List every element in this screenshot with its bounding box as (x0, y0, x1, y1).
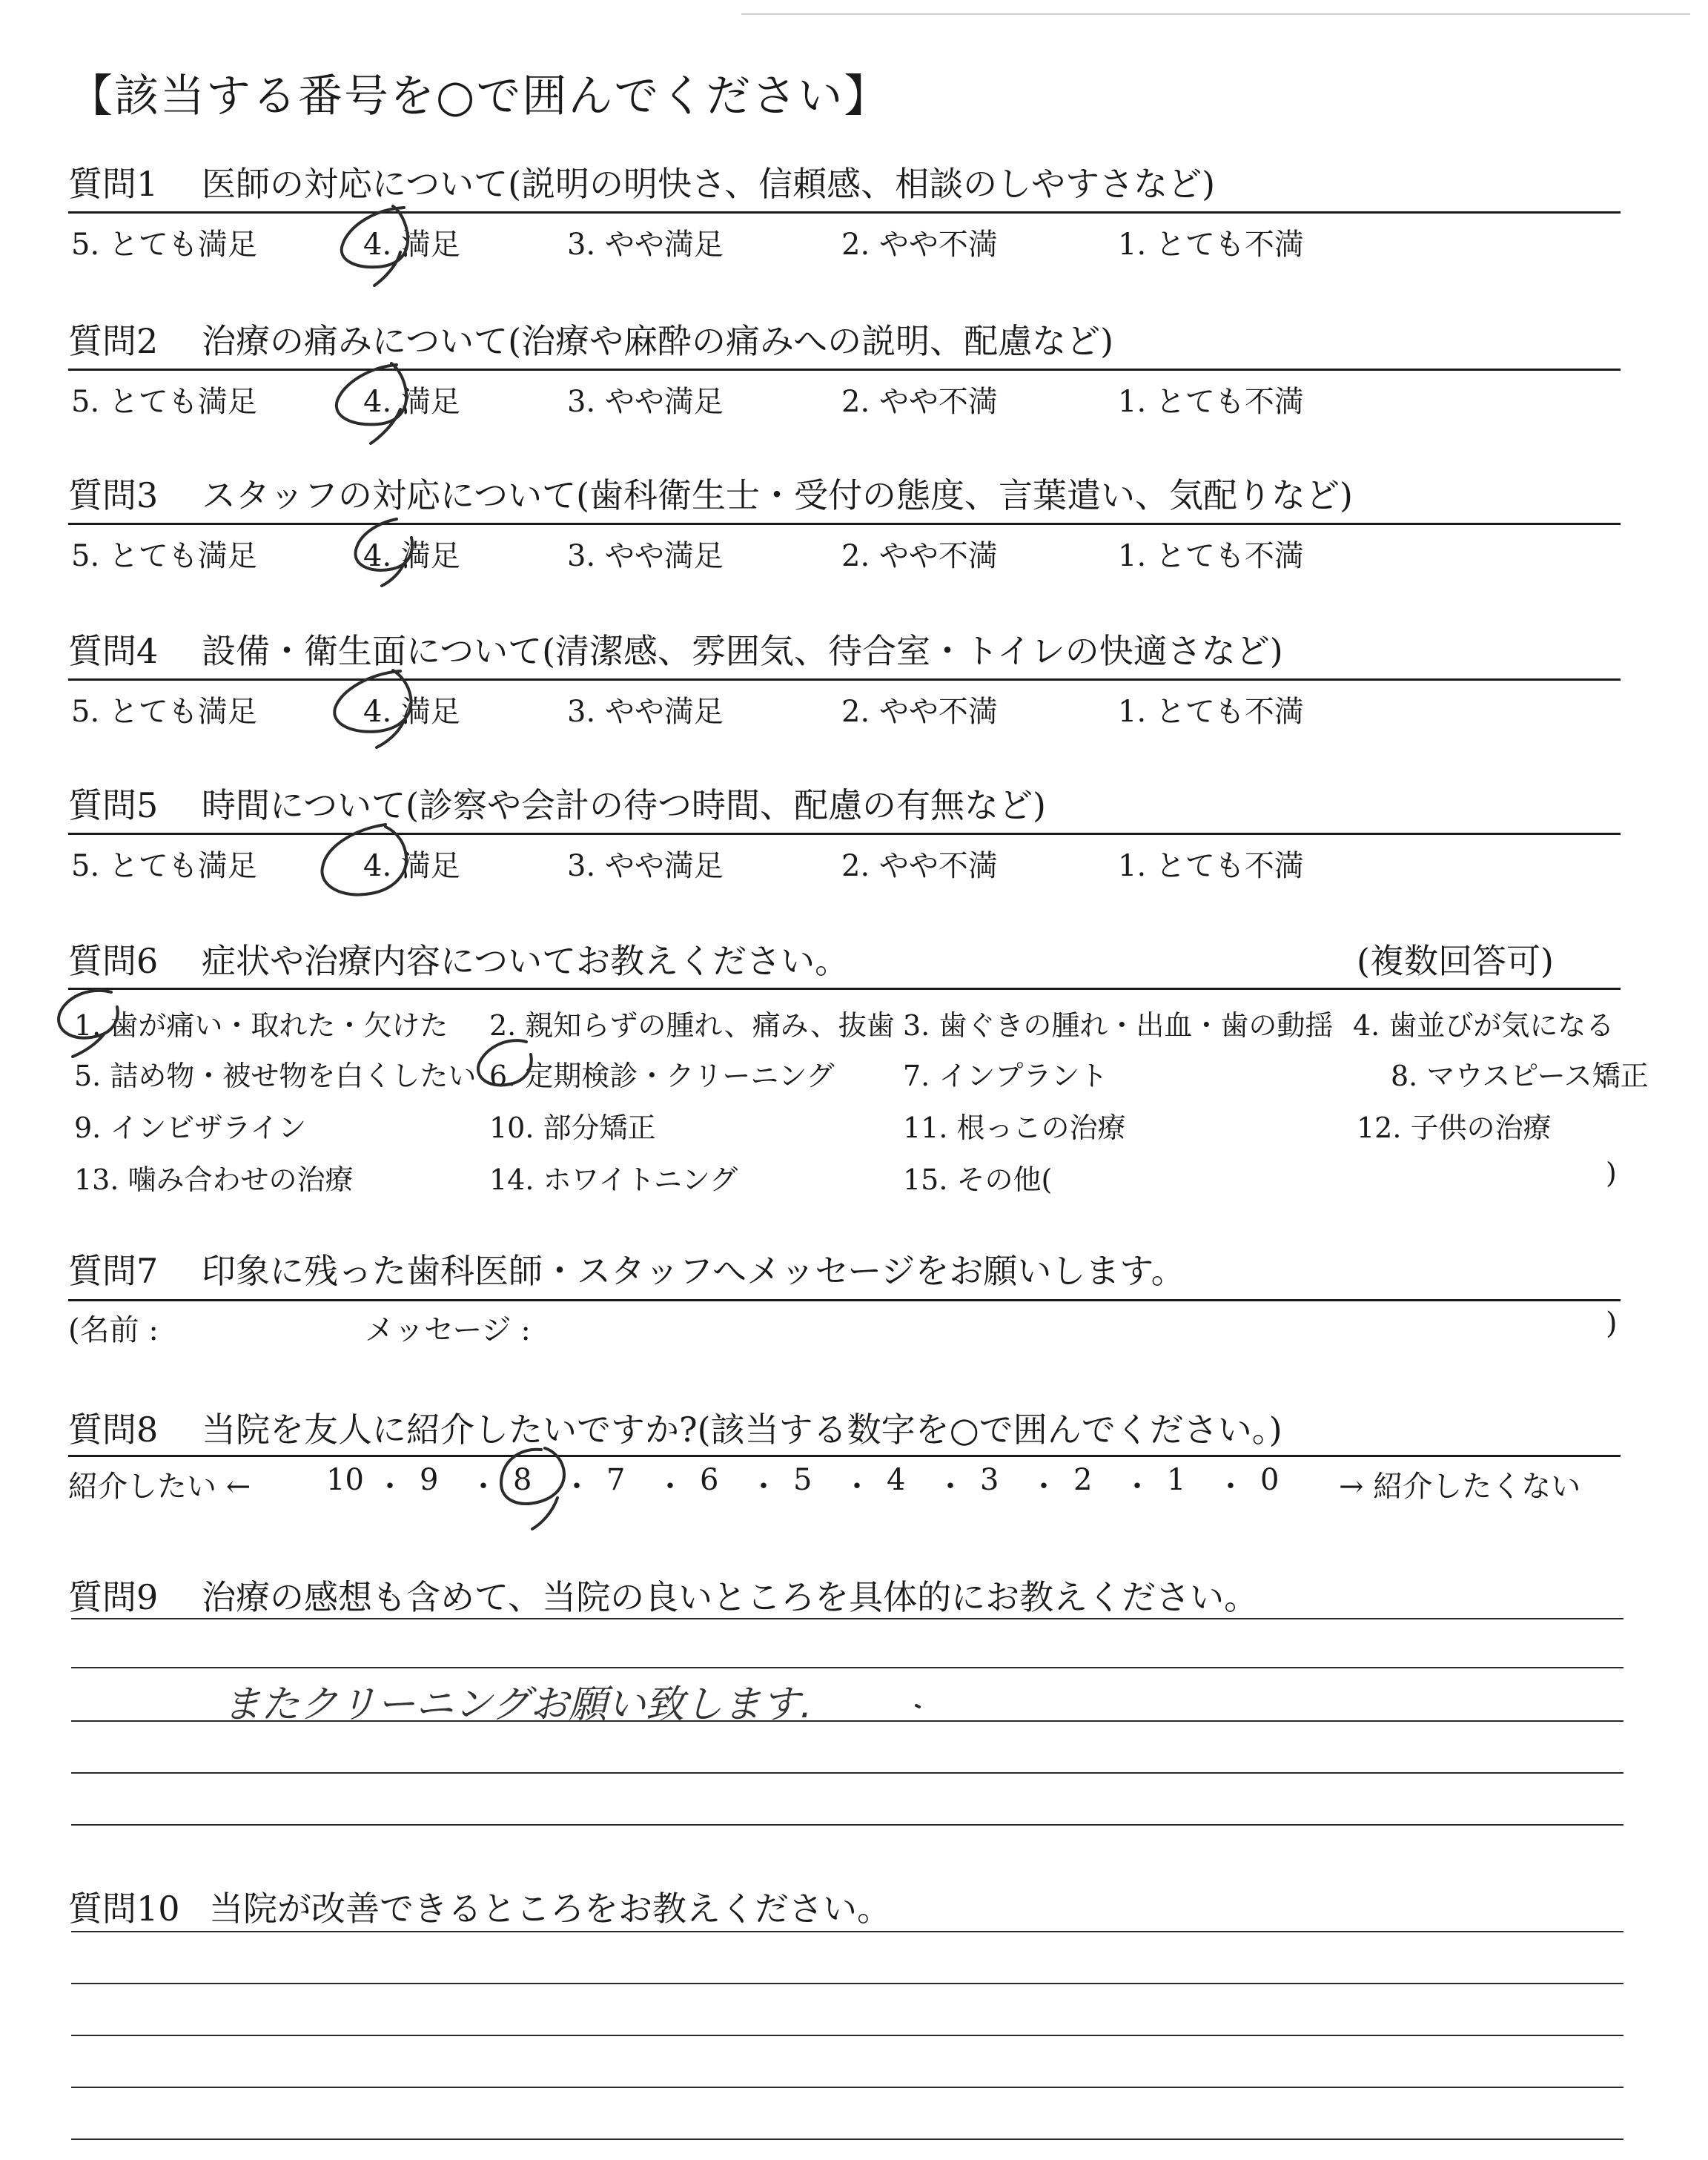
q6-option-10[interactable]: 10. 部分矯正 (489, 1112, 656, 1144)
circle-mark-q8 (501, 1448, 564, 1529)
recommend-score-7[interactable]: 7 (606, 1463, 626, 1497)
q6-option-5[interactable]: 5. 詰め物・被せ物を白くしたい (74, 1060, 477, 1092)
question-rule (68, 1299, 1621, 1301)
recommend-score-8[interactable]: 8 (513, 1463, 532, 1497)
question-label: 質問7 (68, 1251, 159, 1291)
option-4[interactable]: 4. 満足 (363, 849, 460, 883)
question-label: 質問1 (68, 164, 159, 204)
question-rule (68, 988, 1621, 990)
recommend-score-0[interactable]: 0 (1260, 1463, 1280, 1497)
message-field-label[interactable]: メッセージ : (365, 1313, 531, 1347)
question-label: 質問2 (68, 321, 159, 361)
question-rule (68, 833, 1621, 835)
option-1[interactable]: 1. とても不満 (1118, 695, 1304, 729)
multiple-answer-note: (複数回答可) (1357, 941, 1554, 981)
question-rule (68, 369, 1621, 371)
answer-end-dot (916, 1705, 919, 1707)
recommend-score-9[interactable]: 9 (420, 1463, 439, 1497)
question-text: 治療の感想も含めて、当院の良いところを具体的にお教えください。 (202, 1577, 1259, 1617)
recommend-score-6[interactable]: 6 (700, 1463, 719, 1497)
handwritten-answer[interactable]: またクリーニングお願い致します. (222, 1682, 812, 1727)
recommend-score-5[interactable]: 5 (793, 1463, 812, 1497)
recommend-right-label: → 紹介したくない (1339, 1470, 1581, 1504)
scale-separator: ・ (375, 1470, 405, 1504)
form-heading: 【該当する番号を○で囲んでください】 (68, 70, 890, 122)
option-1[interactable]: 1. とても不満 (1118, 849, 1304, 883)
recommend-score-10[interactable]: 10 (326, 1463, 364, 1497)
option-5[interactable]: 5. とても満足 (71, 539, 257, 573)
recommend-score-2[interactable]: 2 (1073, 1463, 1093, 1497)
question-text: 当院が改善できるところをお教えください。 (209, 1889, 891, 1929)
scale-separator: ・ (749, 1470, 778, 1504)
question-rule (68, 678, 1621, 681)
question-text: 症状や治療内容についてお教えください。 (202, 941, 850, 981)
option-4[interactable]: 4. 満足 (363, 385, 460, 419)
option-5[interactable]: 5. とても満足 (71, 695, 257, 729)
q6-option-14[interactable]: 14. ホワイトニング (489, 1163, 738, 1196)
option-1[interactable]: 1. とても不満 (1118, 228, 1304, 262)
q6-option-6[interactable]: 6. 定期検診・クリーニング (489, 1060, 835, 1092)
question-text: 医師の対応について(説明の明快さ、信頼感、相談のしやすさなど) (202, 164, 1216, 204)
answer-line (71, 2087, 1623, 2088)
question-label: 質問4 (68, 631, 159, 671)
question-label: 質問5 (68, 785, 159, 825)
option-3[interactable]: 3. やや満足 (567, 695, 724, 729)
answer-line (71, 1667, 1623, 1668)
scale-separator: ・ (842, 1470, 872, 1504)
q6-option-13[interactable]: 13. 噛み合わせの治療 (74, 1163, 354, 1196)
question-rule (68, 1455, 1621, 1457)
question-text: 印象に残った歯科医師・スタッフへメッセージをお願いします。 (202, 1251, 1185, 1291)
scale-separator: ・ (655, 1470, 685, 1504)
question-text: 治療の痛みについて(治療や麻酔の痛みへの説明、配慮など) (202, 321, 1114, 361)
q6-option-15[interactable]: 15. その他( (903, 1163, 1053, 1196)
answer-line (71, 1618, 1623, 1619)
q6-option-11[interactable]: 11. 根っこの治療 (903, 1112, 1126, 1144)
option-2[interactable]: 2. やや不満 (841, 539, 998, 573)
question-text: 時間について(診察や会計の待つ時間、配慮の有無など) (202, 785, 1046, 825)
option-2[interactable]: 2. やや不満 (841, 228, 998, 262)
q6-option-8[interactable]: 8. マウスピース矯正 (1391, 1060, 1649, 1092)
option-3[interactable]: 3. やや満足 (567, 228, 724, 262)
message-close-paren: ) (1606, 1307, 1618, 1341)
question-text: スタッフの対応について(歯科衛生士・受付の態度、言葉遣い、気配りなど) (202, 475, 1353, 515)
option-4[interactable]: 4. 満足 (363, 228, 460, 262)
q6-option-1[interactable]: 1. 歯が痛い・取れた・欠けた (74, 1009, 448, 1042)
scale-separator: ・ (469, 1470, 498, 1504)
recommend-score-4[interactable]: 4 (887, 1463, 906, 1497)
scale-separator: ・ (1122, 1470, 1152, 1504)
answer-line (71, 1772, 1623, 1774)
option-2[interactable]: 2. やや不満 (841, 695, 998, 729)
option-3[interactable]: 3. やや満足 (567, 849, 724, 883)
scale-separator: ・ (562, 1470, 592, 1504)
question-label: 質問8 (68, 1410, 159, 1450)
option-3[interactable]: 3. やや満足 (567, 539, 724, 573)
other-close-paren: ) (1606, 1157, 1617, 1189)
q6-option-4[interactable]: 4. 歯並びが気になる (1353, 1009, 1615, 1042)
option-2[interactable]: 2. やや不満 (841, 385, 998, 419)
recommend-score-1[interactable]: 1 (1167, 1463, 1186, 1497)
option-2[interactable]: 2. やや不満 (841, 849, 998, 883)
scale-separator: ・ (1216, 1470, 1245, 1504)
option-3[interactable]: 3. やや満足 (567, 385, 724, 419)
question-rule (68, 523, 1621, 525)
question-label: 質問3 (68, 475, 159, 515)
answer-line (71, 1824, 1623, 1826)
question-label: 質問10 (68, 1889, 180, 1929)
question-text: 当院を友人に紹介したいですか?(該当する数字を○で囲んでください。) (202, 1410, 1282, 1450)
recommend-score-3[interactable]: 3 (980, 1463, 999, 1497)
q6-option-2[interactable]: 2. 親知らずの腫れ、痛み、抜歯 (489, 1009, 895, 1042)
question-label: 質問9 (68, 1577, 159, 1617)
scan-edge-line (741, 13, 1690, 15)
option-5[interactable]: 5. とても満足 (71, 228, 257, 262)
option-4[interactable]: 4. 満足 (363, 695, 460, 729)
option-4[interactable]: 4. 満足 (363, 539, 460, 573)
q6-option-7[interactable]: 7. インプラント (903, 1060, 1108, 1092)
answer-line (71, 2138, 1623, 2140)
answer-line (71, 1983, 1623, 1984)
option-1[interactable]: 1. とても不満 (1118, 385, 1304, 419)
scale-separator: ・ (1029, 1470, 1059, 1504)
question-rule (68, 211, 1621, 214)
question-label: 質問6 (68, 941, 159, 981)
answer-line (71, 1931, 1623, 1932)
q6-option-3[interactable]: 3. 歯ぐきの腫れ・出血・歯の動揺 (903, 1009, 1334, 1042)
option-5[interactable]: 5. とても満足 (71, 385, 257, 419)
name-field-label[interactable]: (名前 : (68, 1313, 159, 1347)
q6-option-9[interactable]: 9. インビザライン (74, 1112, 307, 1144)
recommend-left-label: 紹介したい ← (68, 1470, 251, 1504)
q6-option-12[interactable]: 12. 子供の治療 (1357, 1112, 1552, 1144)
question-text: 設備・衛生面について(清潔感、雰囲気、待合室・トイレの快適さなど) (202, 631, 1283, 671)
option-5[interactable]: 5. とても満足 (71, 849, 257, 883)
answer-line (71, 2035, 1623, 2036)
option-1[interactable]: 1. とても不満 (1118, 539, 1304, 573)
scale-separator: ・ (936, 1470, 965, 1504)
